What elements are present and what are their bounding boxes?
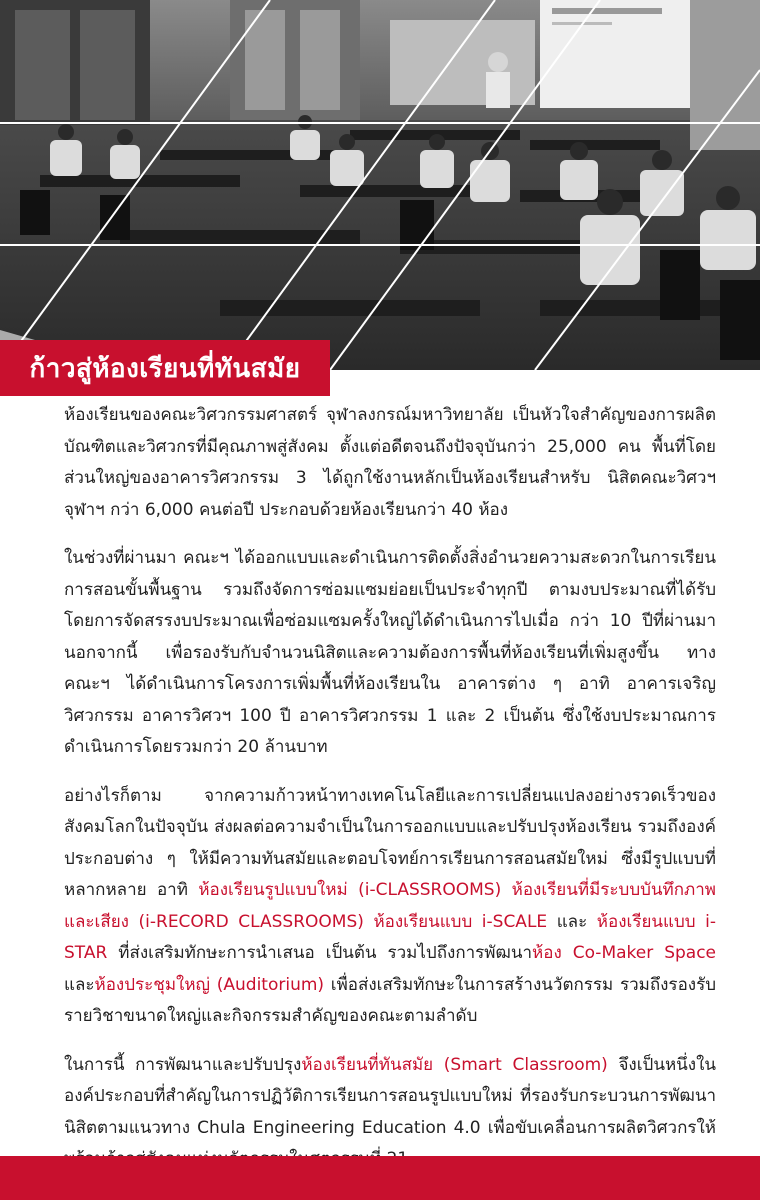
footer-accent-bar (0, 1156, 760, 1200)
section-title: ก้าวสู่ห้องเรียนที่ทันสมัย (29, 353, 301, 384)
highlight-i-classrooms: ห้องเรียนรูปแบบใหม่ (i-CLASSROOMS) (198, 880, 502, 900)
highlight-i-record-classrooms: ห้องเรียนที่มีระบบบันทึกภาพและเสียง (i-RECORD CLASSROOMS) (64, 880, 716, 932)
highlight-co-maker-space: ห้อง Co-Maker Space (532, 943, 716, 963)
paragraph-3 (64, 781, 716, 1033)
paragraph-4-text: ในการนี้ การพัฒนาและปรับปรุง (64, 1054, 302, 1075)
highlight-smart-classroom: ห้องเรียนที่ทันสมัย (Smart Classroom) (301, 1054, 608, 1075)
paragraph-3-text: ที่ส่งเสริมทักษะการนำเสนอ เป็นต้น รวมไปถึงการพัฒนา (107, 943, 533, 963)
section-title-banner (0, 340, 330, 396)
highlight-i-scale: ห้องเรียนแบบ i-SCALE (373, 911, 548, 932)
highlight-auditorium: ห้องประชุมใหญ่ (Auditorium) (94, 974, 325, 995)
paragraph-3-text: และ (64, 974, 95, 995)
paragraph-1: ห้องเรียนของคณะวิศวกรรมศาสตร์ จุฬาลงกรณ์มหาวิทยาลัย เป็นหัวใจสำคัญของการผลิตบัณฑิตและวิศวกรที่มีคุณภาพสู่สังคม ตั้งแต่อดีตจนถึงปัจจุบันกว่า 25,000 คน พื้นที่โดยส่วนใหญ่ของอาคารวิศวกรรม 3 ได้ถูกใช้งานหลักเป็นห้องเรียนสำหรับ นิสิตคณะวิศวฯ จุฬาฯ กว่า 6,000 คนต่อปี ประกอบด้วยห้องเรียนกว่า 40 ห้อง (64, 405, 716, 520)
paragraph-3-text: เพื่อส่งเสริมทักษะในการสร้างนวัตกรรม รวมถึงรองรับรายวิชาขนาดใหญ่และกิจกรรมสำคัญของคณะตามลำดับ (64, 974, 716, 1026)
article-body (64, 400, 716, 1193)
paragraph-4-text: จึงเป็นหนึ่งในองค์ประกอบที่สำคัญในการปฏิวัติการเรียนการสอนรูปแบบใหม่ ที่รองรับกระบวนการพัฒนานิสิตตามแนวทาง Chula Engineering Education 4.0 เพื่อขับเคลื่อนการผลิตวิศวกรให้ (64, 1054, 716, 1138)
paragraph-3-text (501, 880, 511, 900)
paragraph-3-text: อย่างไรก็ตาม จากความก้าวหน้าทางเทคโนโลยีและการเปลี่ยนแปลงอย่างรวดเร็วของสังคมโลกในปัจจุบัน ส่งผลต่อความจำเป็นในการออกแบบและปรับปรุงห้องเรียน รวมถึงองค์ประกอบต่าง ๆ ให้มีความทันสมัยและตอบโจทย์การเรียนการสอนสมัยใหม่ ซึ่งมีรูปแบบที่หลากหลาย อาทิ (64, 785, 716, 900)
classroom-photo (0, 0, 760, 370)
paragraph-2: ในช่วงที่ผ่านมา คณะฯ ได้ออกแบบและดำเนินการติดตั้งสิ่งอำนวยความสะดวกในการเรียนการสอนขั้นพื้นฐาน รวมถึงจัดการซ่อมแซมย่อยเป็นประจำทุกปี ตามงบประมาณที่ได้รับ โดยการจัดสรรงบประมาณเพื่อซ่อมแซมครั้งใหญ่ได้ดำเนินการไปเมื่อ กว่า 10 ปีที่ผ่านมา นอกจากนี้ เพื่อรองรับกับจำนวนนิสิตและความต้องการพื้นที่ห้องเรียนที่เพิ่มสูงขึ้น ทางคณะฯ ได้ดำเนินการโครงการเพิ่มพื้นที่ห้องเรียนใน อาคารต่าง ๆ อาทิ อาคารเจริญวิศวกรรม อาคารวิศวฯ 100 ปี อาคารวิศวกรรม 1 และ 2 เป็นต้น ซึ่งใช้งบประมาณการดำเนินการโดยรวมกว่า 20 ล้านบาท (64, 548, 716, 757)
paragraph-3-text: และ (547, 911, 597, 932)
highlight-i-star: ห้องเรียนแบบ i-STAR (64, 911, 716, 963)
